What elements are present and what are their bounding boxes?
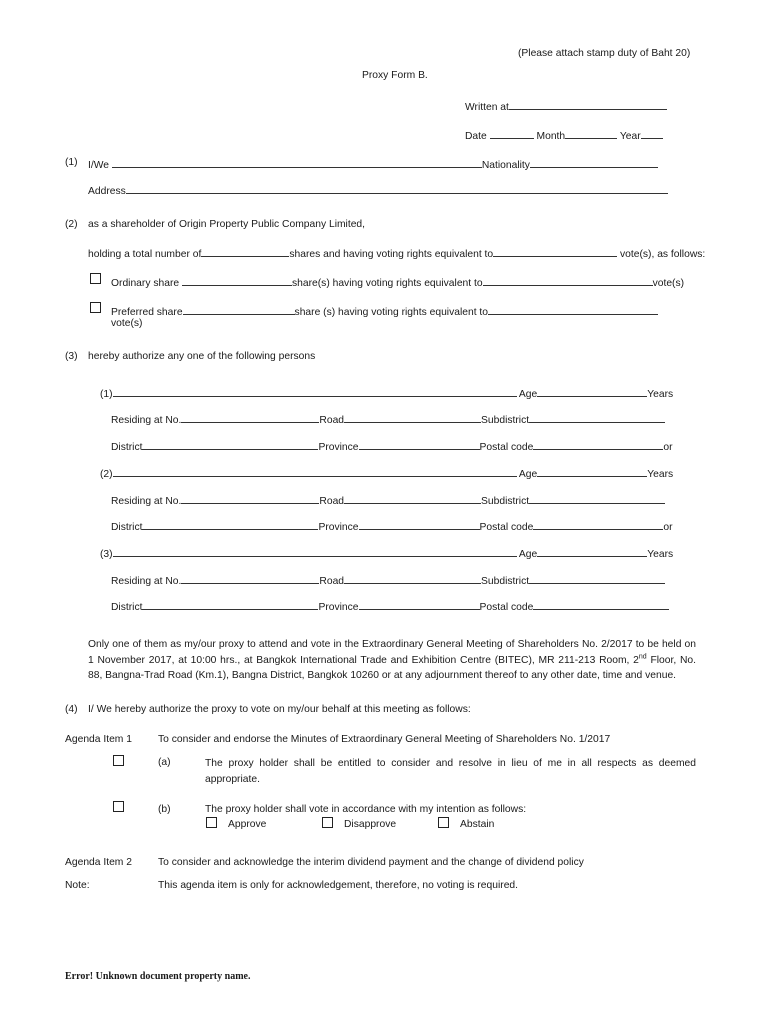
paragraph-superscript: nd bbox=[638, 653, 647, 661]
road-label: Road bbox=[319, 496, 345, 507]
postal-code-label: Postal code bbox=[479, 602, 534, 613]
preferred-votes-label: vote(s) bbox=[111, 318, 143, 329]
ordinary-voting-label: share(s) having voting rights equivalent to bbox=[291, 278, 483, 289]
date-label: Date bbox=[465, 131, 487, 142]
nationality-label: Nationality bbox=[481, 160, 530, 171]
disapprove-checkbox[interactable] bbox=[322, 817, 333, 828]
name-field[interactable] bbox=[112, 157, 482, 168]
votes-as-follows-label: vote(s), as follows: bbox=[620, 249, 706, 260]
subdistrict-label: Subdistrict bbox=[481, 576, 530, 587]
holding-label: holding a total number of bbox=[88, 249, 202, 260]
abstain-label: Abstain bbox=[460, 819, 495, 830]
nationality-field[interactable] bbox=[530, 157, 658, 168]
option-b-label: (b) bbox=[158, 804, 171, 815]
section-2-number: (2) bbox=[65, 219, 78, 230]
section-4-number: (4) bbox=[65, 704, 78, 715]
province-field[interactable] bbox=[359, 519, 480, 530]
road-field[interactable] bbox=[344, 412, 481, 423]
residing-label: Residing at No. bbox=[111, 415, 182, 426]
agenda-1-label: Agenda Item 1 bbox=[65, 734, 132, 745]
district-label: District bbox=[111, 522, 143, 533]
written-at-label: Written at bbox=[465, 102, 509, 113]
ordinary-share-label: Ordinary share bbox=[111, 278, 180, 289]
meeting-paragraph bbox=[88, 637, 696, 684]
person-2-row bbox=[100, 466, 673, 481]
residing-row bbox=[111, 412, 665, 427]
person-label: (3) bbox=[100, 549, 113, 560]
address-label: Address bbox=[88, 186, 126, 197]
section-3-number: (3) bbox=[65, 351, 78, 362]
section-1-number: (1) bbox=[65, 157, 78, 168]
preferred-votes-field[interactable] bbox=[488, 304, 658, 315]
postal-code-label: Postal code bbox=[479, 442, 534, 453]
ordinary-share-row bbox=[111, 275, 684, 290]
ordinary-share-count-field[interactable] bbox=[182, 275, 292, 286]
i-we-label: I/We bbox=[88, 160, 109, 171]
district-label: District bbox=[111, 442, 143, 453]
option-a-label: (a) bbox=[158, 757, 171, 768]
preferred-share-checkbox[interactable] bbox=[90, 302, 101, 313]
district-row bbox=[111, 519, 673, 534]
person-1-row bbox=[100, 386, 673, 401]
residing-row bbox=[111, 493, 665, 508]
agenda-2-title: To consider and acknowledge the interim dividend payment and the change of dividend policy bbox=[158, 857, 584, 868]
month-label: Month bbox=[536, 131, 566, 142]
or-label: or bbox=[663, 442, 673, 453]
person-name-field[interactable] bbox=[113, 466, 517, 477]
road-label: Road bbox=[319, 576, 345, 587]
person-label: (1) bbox=[100, 389, 113, 400]
name-row bbox=[88, 157, 658, 172]
note-label: Note: bbox=[65, 880, 90, 891]
person-name-field[interactable] bbox=[113, 546, 517, 557]
subdistrict-label: Subdistrict bbox=[481, 415, 530, 426]
address-row bbox=[88, 183, 668, 198]
address-field[interactable] bbox=[126, 183, 668, 194]
paragraph-part-2: Floor, No. 88, Bangna-Trad Road (Km.1), Bangna District, Bangkok 10260 or at any adjournment thereof to any other date, time and venue. bbox=[88, 654, 696, 681]
agenda-1-option-a-checkbox[interactable] bbox=[113, 755, 124, 766]
postal-code-field[interactable] bbox=[533, 599, 669, 610]
road-field[interactable] bbox=[344, 493, 481, 504]
district-row bbox=[111, 599, 669, 614]
province-label: Province bbox=[318, 602, 359, 613]
district-field[interactable] bbox=[142, 519, 318, 530]
abstain-checkbox[interactable] bbox=[438, 817, 449, 828]
residing-label: Residing at No. bbox=[111, 576, 182, 587]
subdistrict-label: Subdistrict bbox=[481, 496, 530, 507]
paragraph-part-1: Only one of them as my/our proxy to attend and vote in the Extraordinary General Meeting of Shareholders No. 2/2017 to be held on 1 November 2017, at 10:00 hrs., at Bangkok International Trade and Exhibition Centre (BITEC), MR 211-213 Room, 2 bbox=[88, 639, 696, 666]
approve-label: Approve bbox=[228, 819, 267, 830]
postal-code-field[interactable] bbox=[533, 439, 663, 450]
house-number-field[interactable] bbox=[181, 493, 319, 504]
age-label: Age bbox=[518, 389, 538, 400]
shares-voting-label: shares and having voting rights equivalent to bbox=[289, 249, 494, 260]
person-3-row bbox=[100, 546, 673, 561]
note-text: This agenda item is only for acknowledgement, therefore, no voting is required. bbox=[158, 880, 519, 891]
or-label: or bbox=[663, 522, 673, 533]
option-a-text: The proxy holder shall be entitled to consider and resolve in lieu of me in all respects as deemed appropriate. bbox=[205, 758, 696, 785]
house-number-field[interactable] bbox=[181, 412, 319, 423]
road-label: Road bbox=[319, 415, 345, 426]
subdistrict-field[interactable] bbox=[529, 573, 665, 584]
age-label: Age bbox=[518, 469, 538, 480]
years-label: Years bbox=[647, 549, 674, 560]
district-row bbox=[111, 439, 673, 454]
ordinary-votes-field[interactable] bbox=[483, 275, 653, 286]
postal-code-label: Postal code bbox=[479, 522, 534, 533]
authorize-persons-label: hereby authorize any one of the following persons bbox=[88, 351, 316, 362]
total-votes-field[interactable] bbox=[493, 246, 617, 257]
subdistrict-field[interactable] bbox=[529, 493, 665, 504]
person-name-field[interactable] bbox=[113, 386, 517, 397]
year-field[interactable] bbox=[641, 128, 663, 139]
age-label: Age bbox=[518, 549, 538, 560]
agenda-2-label: Agenda Item 2 bbox=[65, 857, 132, 868]
district-field[interactable] bbox=[142, 439, 318, 450]
year-label: Year bbox=[619, 131, 641, 142]
years-label: Years bbox=[647, 469, 674, 480]
ordinary-votes-label: vote(s) bbox=[652, 278, 685, 289]
preferred-share-label: Preferred share bbox=[111, 307, 183, 318]
age-field[interactable] bbox=[537, 466, 647, 477]
footer-error: Error! Unknown document property name. bbox=[65, 971, 251, 982]
preferred-share-count-field[interactable] bbox=[183, 304, 295, 315]
residing-label: Residing at No. bbox=[111, 496, 182, 507]
written-at-row bbox=[465, 99, 667, 114]
province-field[interactable] bbox=[359, 599, 480, 610]
preferred-share-row bbox=[111, 304, 658, 319]
district-label: District bbox=[111, 602, 143, 613]
disapprove-label: Disapprove bbox=[344, 819, 397, 830]
section-4-text: I/ We hereby authorize the proxy to vote on my/our behalf at this meeting as follows: bbox=[88, 704, 471, 715]
written-at-field[interactable] bbox=[509, 99, 667, 110]
years-label: Years bbox=[647, 389, 674, 400]
residing-row bbox=[111, 573, 665, 588]
month-field[interactable] bbox=[565, 128, 617, 139]
province-field[interactable] bbox=[359, 439, 480, 450]
option-b-text: The proxy holder shall vote in accordance with my intention as follows: bbox=[205, 804, 527, 815]
form-title: Proxy Form B. bbox=[362, 70, 428, 81]
shareholder-line bbox=[88, 219, 365, 231]
province-label: Province bbox=[318, 522, 359, 533]
total-shares-field[interactable] bbox=[201, 246, 289, 257]
holding-row bbox=[88, 246, 705, 261]
date-field[interactable] bbox=[490, 128, 534, 139]
person-label: (2) bbox=[100, 469, 113, 480]
stamp-duty-note: (Please attach stamp duty of Baht 20) bbox=[518, 48, 691, 59]
as-shareholder-label: as a shareholder of bbox=[88, 219, 177, 230]
ordinary-share-checkbox[interactable] bbox=[90, 273, 101, 284]
approve-checkbox[interactable] bbox=[206, 817, 217, 828]
province-label: Province bbox=[318, 442, 359, 453]
district-field[interactable] bbox=[142, 599, 318, 610]
age-field[interactable] bbox=[537, 386, 647, 397]
company-name: Origin Property Public Company Limited, bbox=[179, 219, 366, 230]
age-field[interactable] bbox=[537, 546, 647, 557]
date-row bbox=[465, 128, 663, 143]
road-field[interactable] bbox=[344, 573, 481, 584]
preferred-voting-label: share (s) having voting rights equivalent to bbox=[294, 307, 489, 318]
subdistrict-field[interactable] bbox=[529, 412, 665, 423]
agenda-1-option-b-checkbox[interactable] bbox=[113, 801, 124, 812]
agenda-1-title: To consider and endorse the Minutes of Extraordinary General Meeting of Shareholders No. 1/2017 bbox=[158, 734, 611, 745]
postal-code-field[interactable] bbox=[533, 519, 663, 530]
house-number-field[interactable] bbox=[181, 573, 319, 584]
